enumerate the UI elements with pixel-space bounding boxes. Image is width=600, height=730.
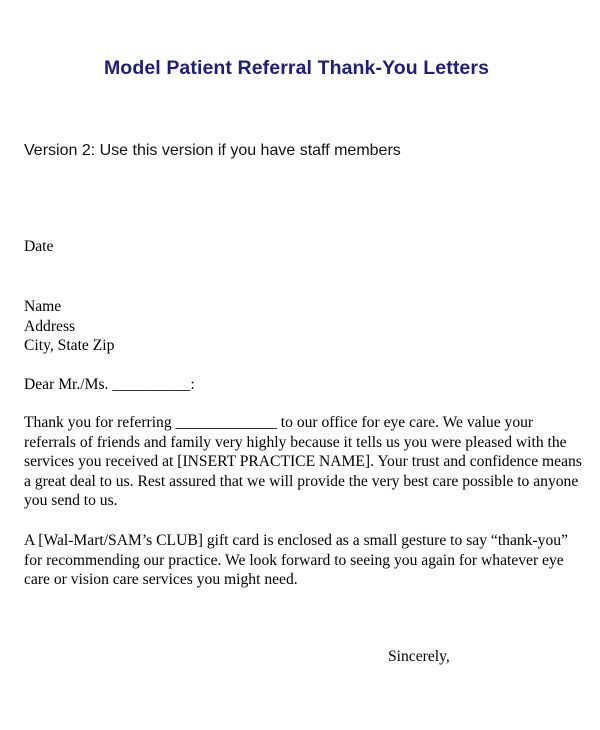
salutation: Dear Mr./Ms. __________: <box>24 376 195 393</box>
paragraph-line: Thank you for referring _____________ to our office for eye care. We value your <box>24 414 534 431</box>
paragraph-line: you send to us. <box>24 492 118 510</box>
closing: Sincerely, <box>388 648 450 665</box>
paragraph-line: services you received at [INSERT PRACTICE NAME]. Your trust and confidence means <box>24 453 582 471</box>
document-title: Model Patient Referral Thank-You Letters <box>103 57 490 79</box>
paragraph-line: A [Wal-Mart/SAM’s CLUB] gift card is enclosed as a small gesture to say “thank-you” <box>24 532 568 549</box>
paragraph-line: a great deal to us. Rest assured that we will provide the very best care possible to anyone <box>24 472 579 490</box>
address-block <box>24 297 114 356</box>
paragraph-line: for recommending our practice. We look forward to seeing you again for whatever eye <box>24 551 564 569</box>
address-city-line: City, State Zip <box>24 337 115 354</box>
body-paragraph-1 <box>24 413 584 511</box>
address-street-line: Address <box>24 317 76 335</box>
body-paragraph-2 <box>24 531 584 590</box>
paragraph-line: referrals of friends and family very highly because it tells us you were pleased with the <box>24 433 567 451</box>
address-name-line: Name <box>24 298 62 315</box>
version-note: Version 2: Use this version if you have staff members <box>24 142 401 159</box>
date-line: Date <box>24 238 54 255</box>
paragraph-line: care or vision care services you might need. <box>24 571 298 589</box>
